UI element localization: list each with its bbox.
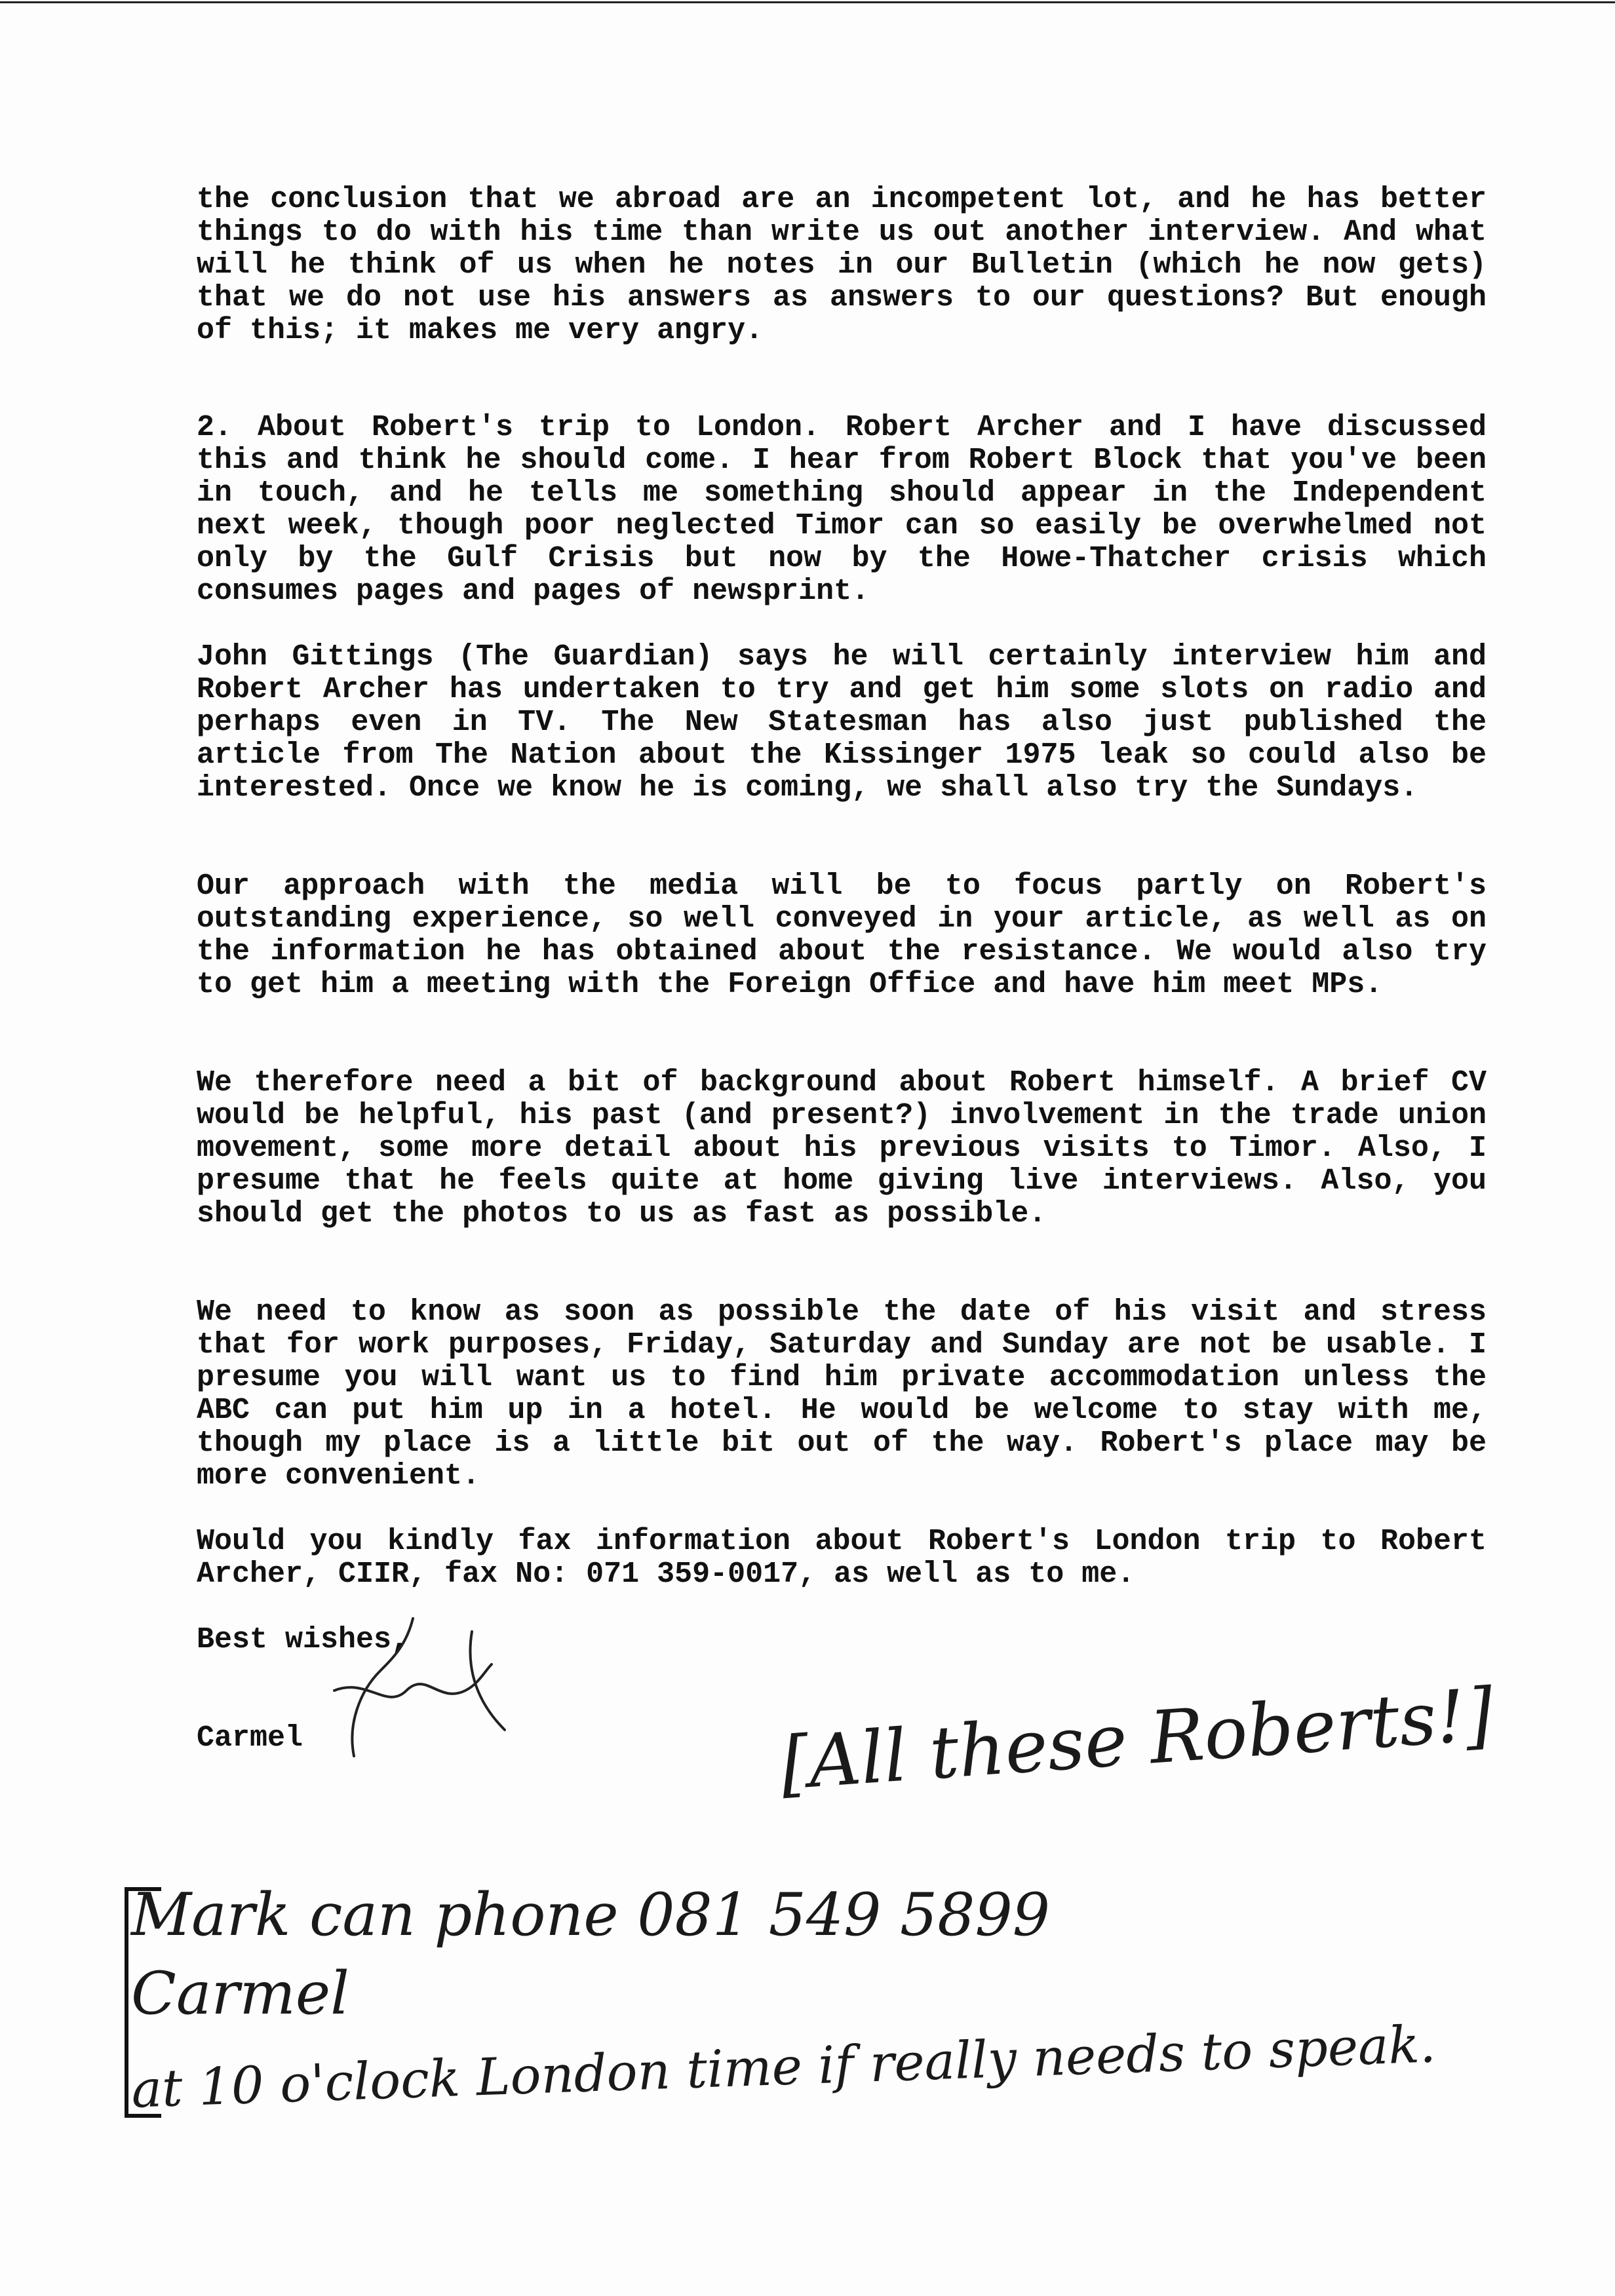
handwritten-note-time: at 10 o'clock London time if really needs to speak. <box>130 2015 1437 2120</box>
sender-name: Carmel <box>197 1721 303 1755</box>
paragraph-1: the conclusion that we abroad are an incompetent lot, and he has better things to do with his time than write us out another interview. And what will he think of us when he notes in our Bulletin (which he now gets) that we do not use his answers as answers to our questions? But enough of this; it makes me very angry. <box>197 183 1487 347</box>
handwritten-note-carmel: Carmel <box>131 1959 349 2028</box>
letter-body-4 <box>197 870 1487 1001</box>
paragraph-5: We therefore need a bit of background about Robert himself. A brief CV would be helpful, his past (and present?) involvement in the trade union movement, some more detail about his previous visits to Timor. Also, I presume that he feels quite at home giving live interviews. Also, you should get the photos to us as fast as possible. <box>197 1066 1487 1231</box>
paragraph-6: We need to know as soon as possible the date of his visit and stress that for work purposes, Friday, Saturday and Sunday are not be usable. I presume you will want us to find him private accommodation unless the ABC can put him up in a hotel. He would be welcome to stay with me, though my place is a little bit out of the way. Robert's place may be more convenient. <box>197 1295 1487 1493</box>
closing-text: Best wishes, <box>197 1623 410 1656</box>
paragraph-7: Would you kindly fax information about Robert's London trip to Robert Archer, CIIR, fax No: 071 359-0017, as well as to me. <box>197 1525 1487 1591</box>
handwritten-note-roberts: [All these Roberts!] <box>777 1672 1496 1806</box>
signature-scrawl <box>275 1592 511 1763</box>
top-border-line <box>0 1 1615 3</box>
letter-body-3 <box>197 641 1487 805</box>
paragraph-4: Our approach with the media will be to focus partly on Robert's outstanding experience, so well conveyed in your article, as well as on the information he has obtained about the resistance. We would also try to get him a meeting with the Foreign Office and have him meet MPs. <box>197 870 1487 1001</box>
letter-body-5 <box>197 1067 1487 1231</box>
paragraph-3: John Gittings (The Guardian) says he will certainly interview him and Robert Archer has undertaken to try and get him some slots on radio and perhaps even in TV. The New Statesman has also just published the article from The Nation about the Kissinger 1975 leak so could also be interested. Once we know he is coming, we shall also try the Sundays. <box>197 640 1487 805</box>
letter-body-6 <box>197 1296 1487 1493</box>
letter-body-2 <box>197 411 1487 608</box>
handwritten-note-phone: Mark can phone 081 549 5899 <box>131 1881 1051 1949</box>
paragraph-2: 2. About Robert's trip to London. Robert Archer and I have discussed this and think he should come. I hear from Robert Block that you've been in touch, and he tells me something should appear in the Independent next week, though poor neglected Timor can so easily be overwhelmed not only by the Gulf Crisis but now by the Howe-Thatcher crisis which consumes pages and pages of newsprint. <box>197 411 1487 608</box>
letter-body <box>197 183 1487 380</box>
letter-body-7 <box>197 1525 1487 1591</box>
